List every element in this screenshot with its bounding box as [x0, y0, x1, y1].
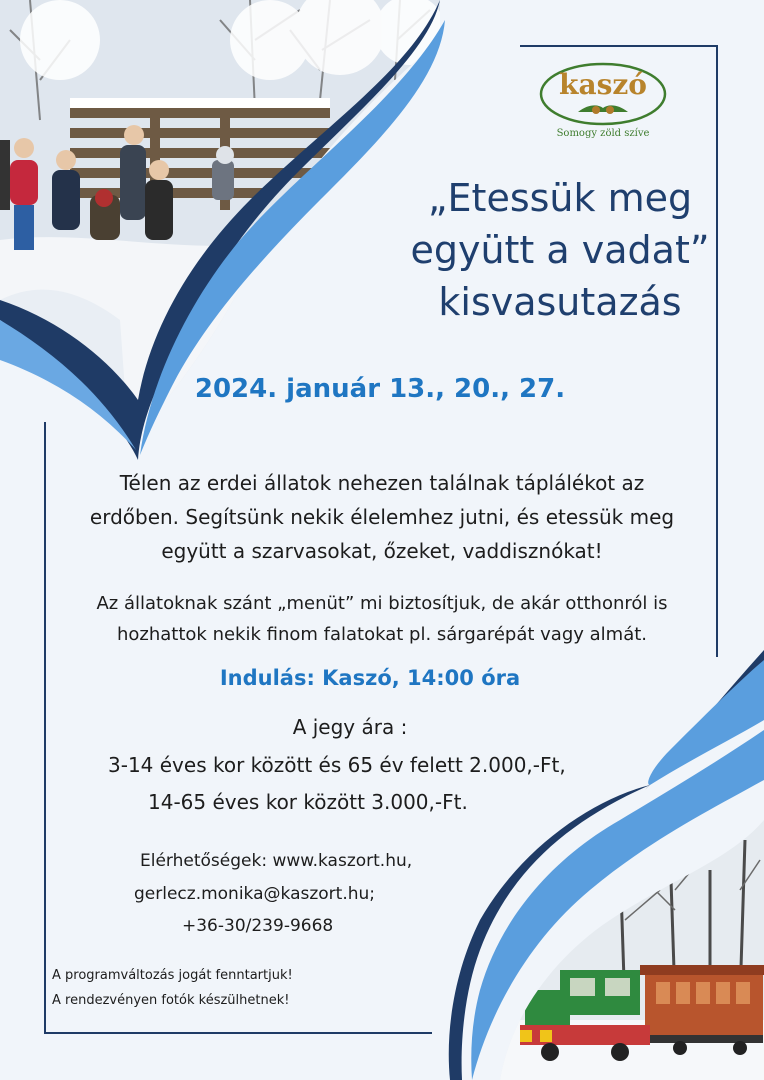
- ticket-price-line-2: 14-65 éves kor között 3.000,-Ft.: [148, 790, 468, 814]
- ticket-price-line-1: 3-14 éves kor között és 65 év felett 2.000,-Ft,: [108, 753, 566, 777]
- note-line-2: A rendezvényen fotók készülhetnek!: [52, 993, 290, 1008]
- title-line-3: kisvasutazás: [438, 280, 682, 324]
- contact-email[interactable]: gerlecz.monika@kaszort.hu;: [134, 884, 375, 904]
- intro-line-2: erdőben. Segítsünk nekik élelemhez jutni, és etessük meg: [89, 505, 675, 529]
- frame-line-left: [44, 422, 46, 1034]
- menu-line-1: Az állatoknak szánt „menüt” mi biztosítjuk, de akár otthonról is: [96, 593, 668, 614]
- intro-paragraph: [52, 466, 712, 568]
- frame-line-bottom: [44, 1032, 432, 1034]
- logo-tagline: Somogy zöld szíve: [556, 128, 650, 139]
- kaszo-logo: [538, 60, 668, 146]
- ticket-heading: A jegy ára :: [292, 715, 408, 739]
- departure-info: Indulás: Kaszó, 14:00 óra: [219, 666, 521, 690]
- title-line-1: „Etessük meg: [427, 176, 693, 220]
- contact-phone[interactable]: +36-30/239-9668: [182, 916, 334, 936]
- frame-line-top: [520, 45, 718, 47]
- title-line-2: együtt a vadat”: [410, 228, 710, 272]
- event-title: [380, 172, 740, 328]
- logo-name: kaszó: [559, 68, 647, 101]
- menu-line-2: hozhattok nekik finom falatokat pl. sárgarépát vagy almát.: [116, 624, 648, 645]
- note-line-1: A programváltozás jogát fenntartjuk!: [52, 968, 293, 983]
- contact-line-1: Elérhetőségek: www.kaszort.hu,: [140, 851, 413, 871]
- intro-line-3: együtt a szarvasokat, őzeket, vaddisznókat!: [161, 539, 603, 563]
- intro-line-1: Télen az erdei állatok nehezen találnak táplálékot az: [119, 471, 645, 495]
- frame-line-right: [716, 45, 718, 657]
- menu-paragraph: [52, 588, 712, 650]
- event-dates: 2024. január 13., 20., 27.: [194, 374, 566, 404]
